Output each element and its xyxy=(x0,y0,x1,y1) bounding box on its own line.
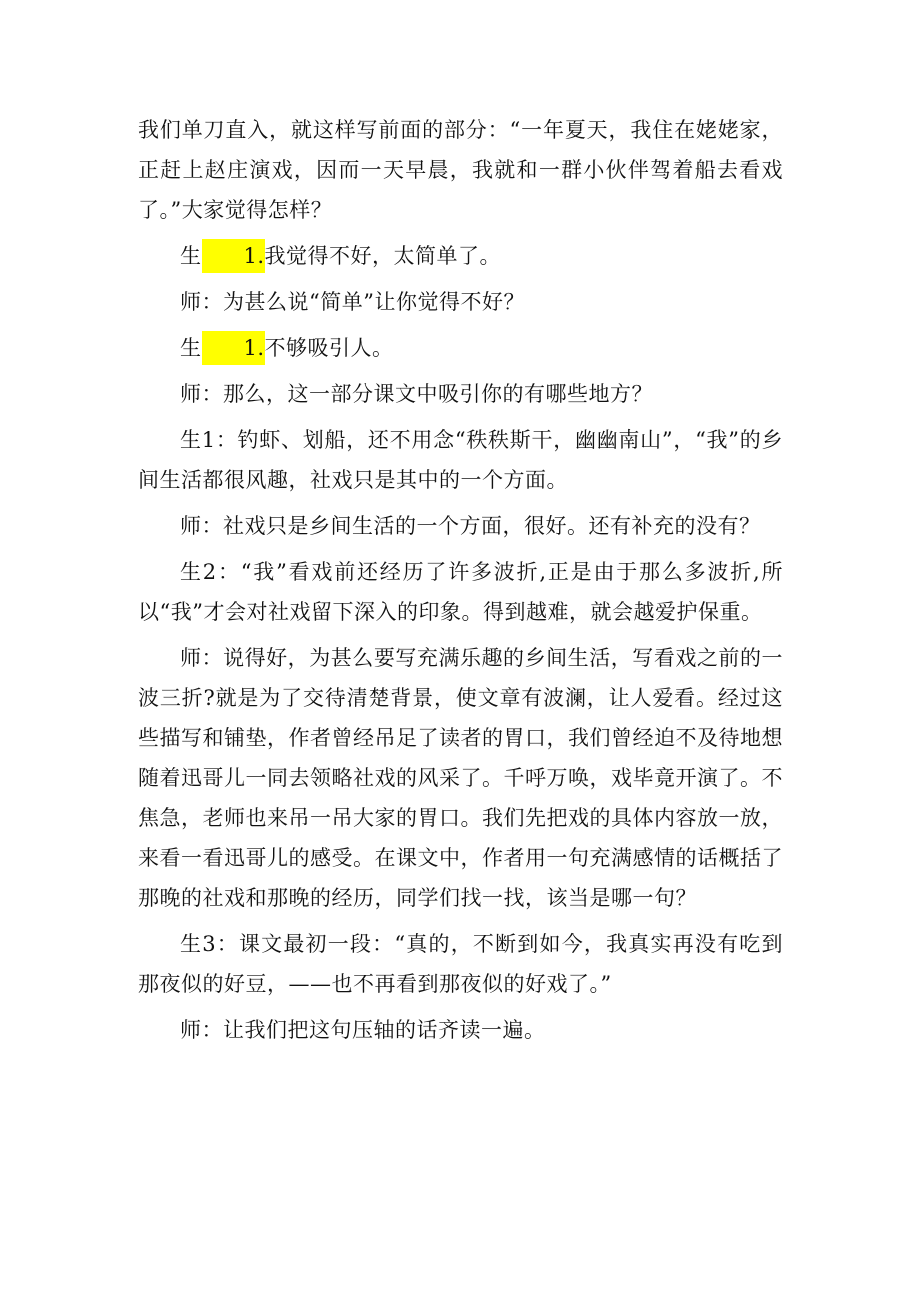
paragraph-intro: 我们单刀直入，就这样写前面的部分：“一年夏天，我住在姥姥家，正赶上赵庄演戏，因而一天早晨，我就和一群小伙伴驾着船去看戏了。”大家觉得怎样？ xyxy=(138,118,783,222)
paragraph-teacher-long: 师：说得好，为甚么要写充满乐趣的乡间生活，写看戏之前的一波三折?就是为了交待清楚背景，使文章有波澜，让人爱看。经过这些描写和铺垫，作者曾经吊足了读者的胃口，我们曾经迫不及待地想随着迅哥儿一同去领略社戏的风采了。千呼万唤，戏毕竟开演了。不焦急，老师也来吊一吊大家的胃口。我们先把戏的具体内容放一放，来看一看迅哥儿的感受。在课文中，作者用一句充满感情的话概括了那晚的社戏和那晚的经历，同学们找一找，该当是哪一句？ xyxy=(138,646,783,910)
paragraph-student-3: 生3：课文最初一段：“真的，不断到如今，我真实再没有吃到那夜似的好豆，——也不再看到那夜似的好戏了。” xyxy=(138,932,783,996)
highlighted-number: 1. xyxy=(202,239,265,273)
paragraph-teacher-question-2: 师：那么，这一部分课文中吸引你的有哪些地方？ xyxy=(180,382,653,406)
paragraph-teacher-closing: 师：让我们把这句压轴的话齐读一遍。 xyxy=(180,1018,546,1042)
paragraph-teacher-question-1: 师：为甚么说“简单”让你觉得不好？ xyxy=(180,290,525,314)
paragraph-student-1: 生1：钓虾、划船，还不用念“秩秩斯干，幽幽南山”，“我”的乡间生活都很风趣，社戏只是其中的一个方面。 xyxy=(138,428,783,492)
document-body xyxy=(138,110,783,1050)
paragraph-student-reply-1 xyxy=(138,236,783,276)
paragraph-student-reply-2 xyxy=(138,328,783,368)
speaker-label: 生 xyxy=(180,244,202,268)
speaker-label: 生 xyxy=(180,336,202,360)
reply-text: 不够吸引人。 xyxy=(264,336,394,360)
paragraph-student-2: 生2：“我”看戏前还经历了许多波折,正是由于那么多波折,所以“我”才会对社戏留下深入的印象。得到越难，就会越爱护保重。 xyxy=(138,560,783,624)
paragraph-teacher-question-3: 师：社戏只是乡间生活的一个方面，很好。还有补充的没有？ xyxy=(180,514,761,538)
highlighted-number: 1. xyxy=(202,331,265,365)
reply-text: 我觉得不好，太简单了。 xyxy=(264,244,502,268)
